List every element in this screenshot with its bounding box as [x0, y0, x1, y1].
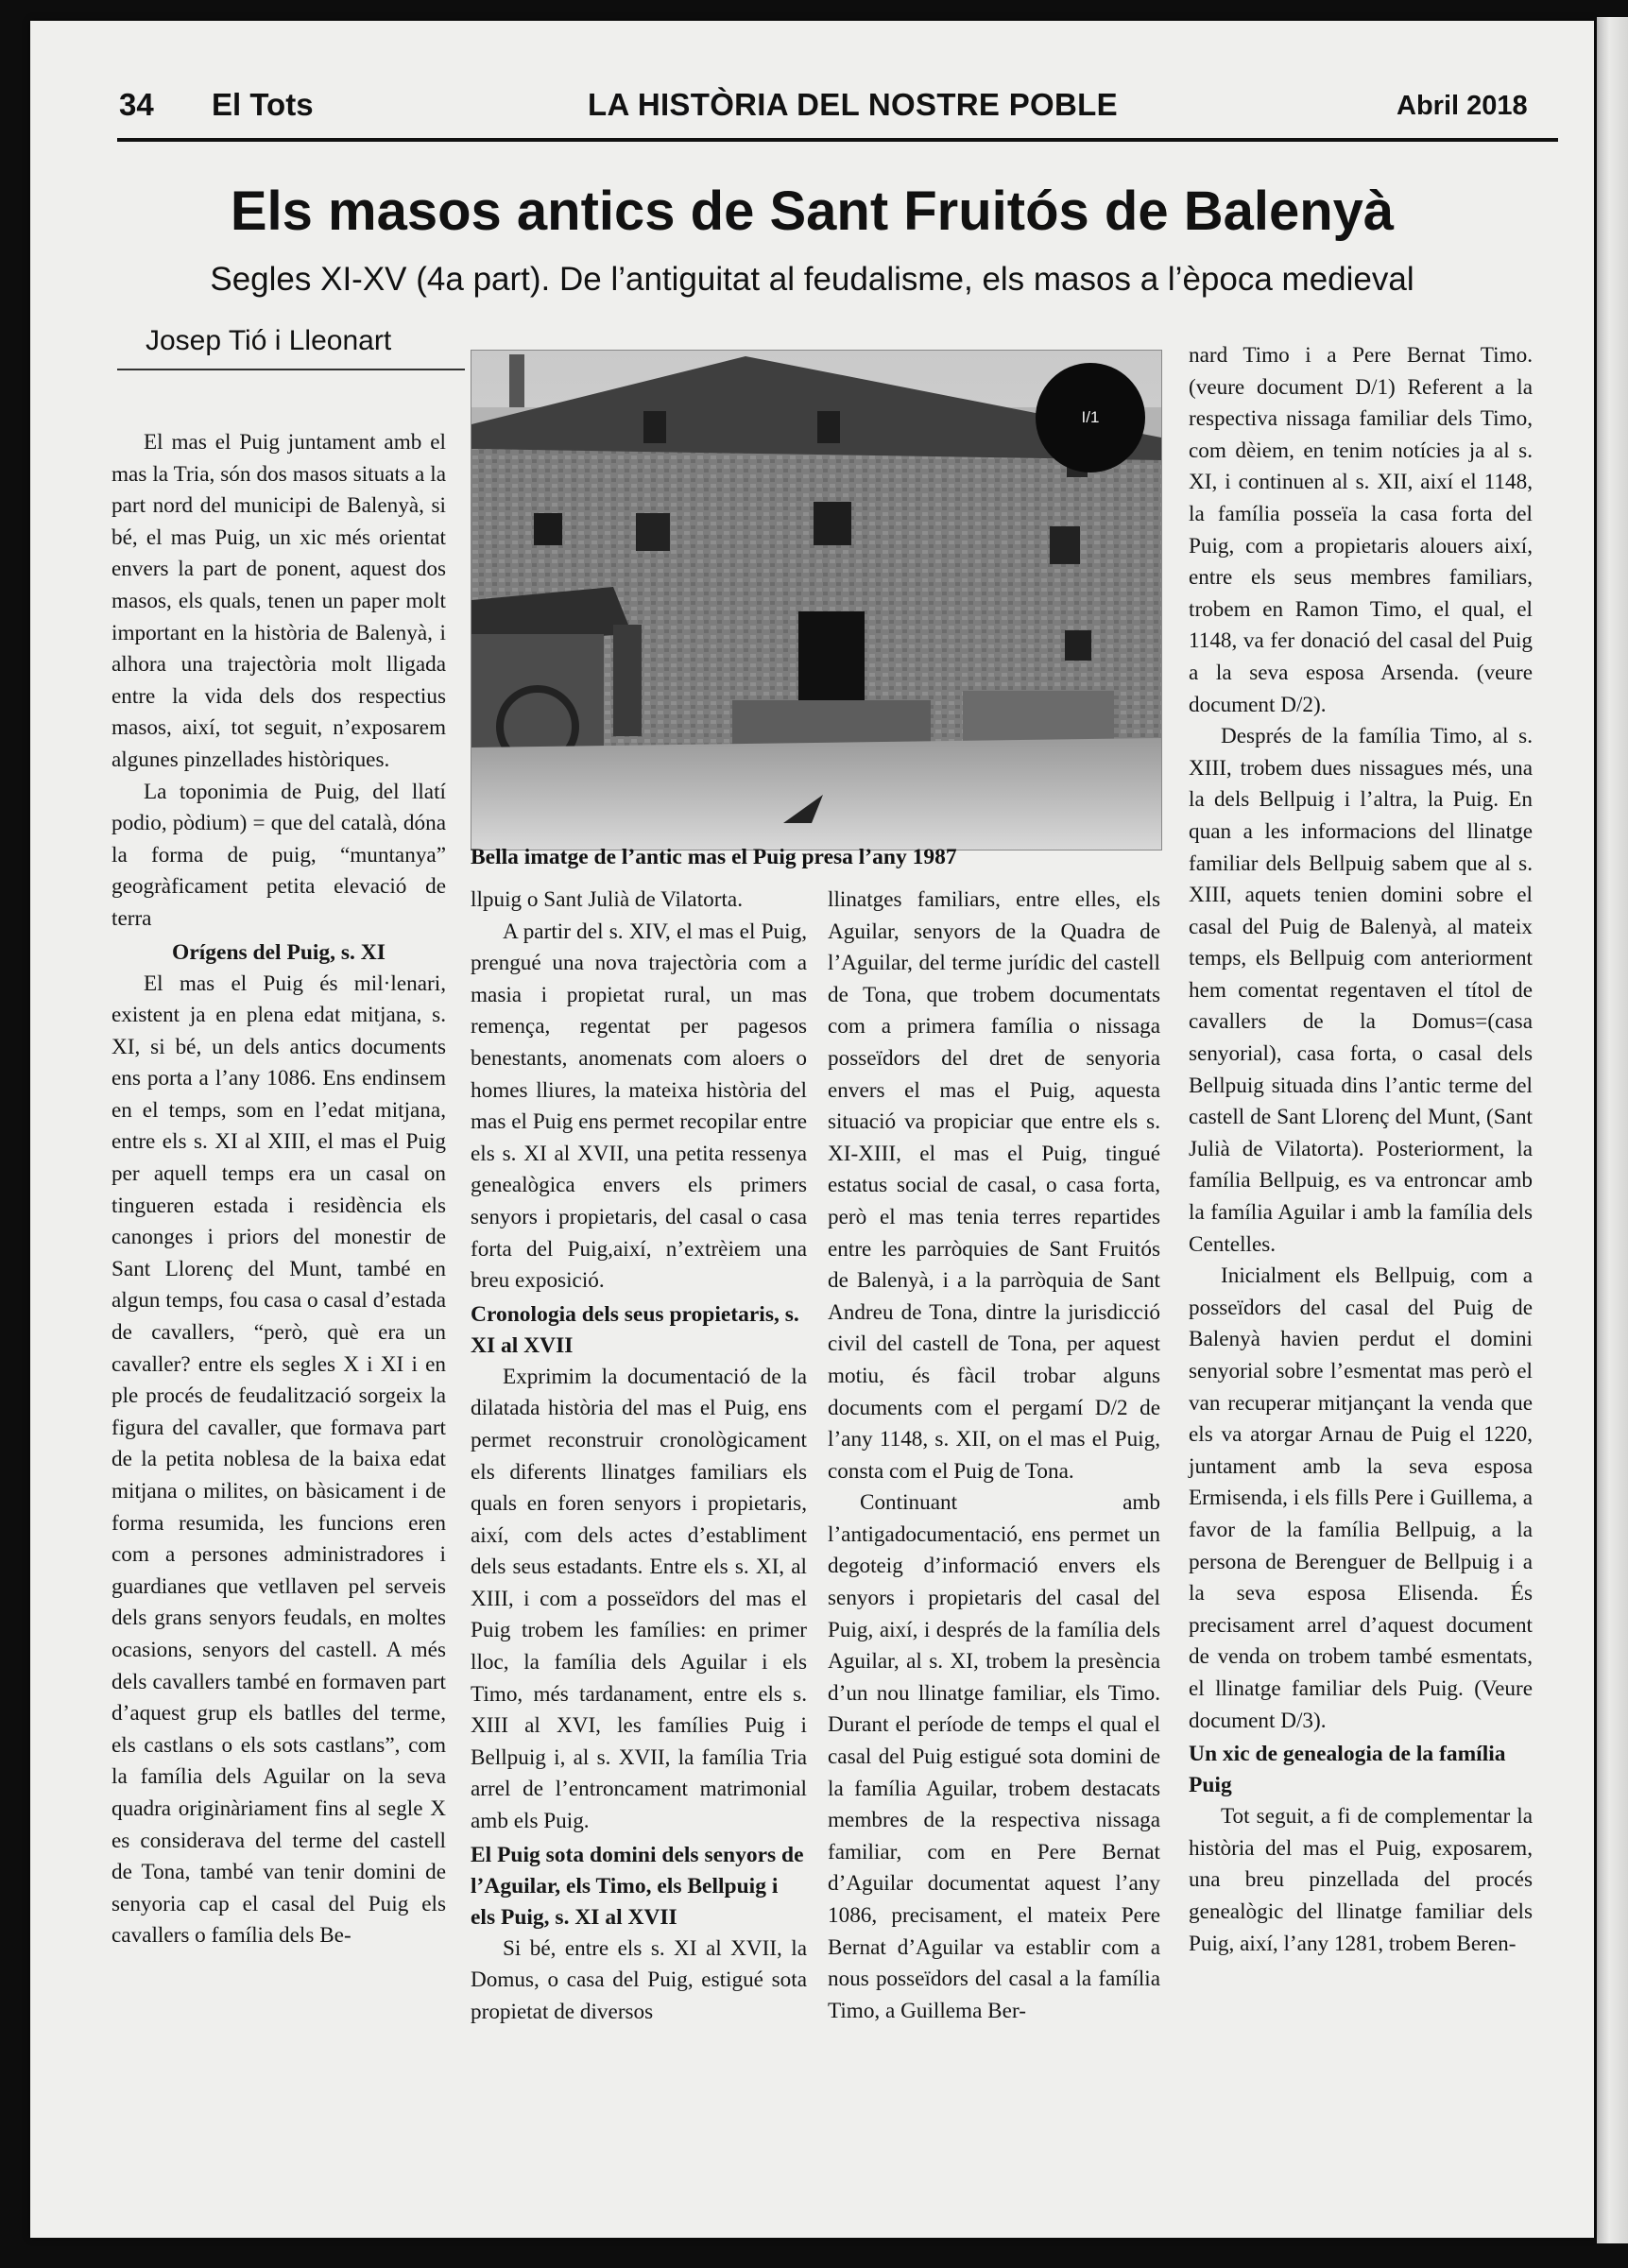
paragraph: Continuant amb l’antigadocumentació, ens permet un degoteig d’informació envers els senyors i propietaris del casal del Puig, així, i després de la família dels Aguilar, al s. XI, trobem la presència d’un nou llinatge familiar, els Timo. Durant el període de temps el qual el casal del Puig estigué sota domini de la família Aguilar, trobem destacats membres de la respectiva nissaga familiar, com en Pere Bernat d’Aguilar documentat aquest l’any 1086, precisament, el mateix Pere Bernat d’Aguilar va establir com a nous posseïdors del casal a la família Timo, a Guillema Ber-	[828, 1490, 1160, 2023]
section-heading: Cronologia dels seus propietaris, s. XI al XVII	[471, 1301, 799, 1358]
paragraph: Si bé, entre els s. XI al XVII, la Domus, o casa del Puig, estigué sota propietat de diversos	[471, 1935, 807, 2024]
paragraph: El mas el Puig juntament amb el mas la Tria, són dos masos situats a la part nord del municipi de Balenyà, si bé, el mas Puig, un xic més orientat envers la part de ponent, aquest dos masos, els quals, tenen un paper molt important en la història de Balenyà, i alhora una trajectòria molt lligada entre la vida dels dos respectius masos, així, tot seguit, n’exposarem algunes pinzellades històriques.	[111, 430, 446, 772]
paragraph: nard Timo i a Pere Bernat Timo. (veure document D/1) Referent a la respectiva nissaga familiar dels Timo, com dèiem, en tenim notícies ja al s. XI, i continuen al s. XII, així el 1148, la família posseïa la casa forta del Puig, com a propietaris alouers així, entre els seus membres familiars, trobem en Ramon Timo, el qual, el 1148, va fer donació del casal del Puig a la seva esposa Arsenda. (veure document D/2).	[1189, 343, 1533, 717]
paragraph: La toponimia de Puig, del llatí podio, pòdium) = que del català, dóna la forma de puig, “muntanya” geogràficament petita elevació de terra	[111, 779, 446, 931]
text-column-2	[471, 885, 807, 2028]
photo-caption: Bella imatge de l’antic mas el Puig presa l’any 1987	[471, 845, 957, 869]
section-heading: Orígens del Puig, s. XI	[172, 939, 386, 965]
paragraph: llinatges familiars, entre elles, els Aguilar, senyors de la Quadra de l’Aguilar, del terme jurídic del castell de Tona, que trobem documentats com a primera família o nissaga posseïdors del dret de senyoria envers el mas el Puig, aquesta situació va propiciar que entre els s. XI-XIII, el mas el Puig, tingué estatus social de casal, o casa forta, però el mas tenia terres repartides entre les parròquies de Sant Fruitós de Balenyà, i a la parròquia de Sant Andreu de Tona, dintre la jurisdicció civil del castell de Tona, per aquest motiu, és fàcil trobar alguns documents com el pergamí D/2 de l’any 1148, s. XII, on el mas el Puig, consta com el Puig de Tona.	[828, 887, 1160, 1484]
text-column-3	[828, 885, 1160, 2027]
section-title: LA HISTÒRIA DEL NOSTRE POBLE	[588, 87, 1118, 122]
paragraph: Després de la família Timo, al s. XIII, trobem dues nissagues més, una la dels Bellpuig i l’altra, la Puig. En quan a les informacions del llinatge familiar dels Bellpuig sabem que al s. XIII, aquets tenien domini sobre el casal del Puig de Balenyà, al mateix temps, els Bellpuig com anteriorment hem comentat regentaven el títol de cavallers de la Domus=(casa senyorial), casa forta, o casal dels Bellpuig situada dins l’antic terme del castell de Sant Llorenç del Munt, (Sant Julià de Vilatorta). Posteriorment, la família Bellpuig, es va entroncar amb la família Aguilar i amb la família dels Centelles.	[1189, 724, 1533, 1257]
issue-date: Abril 2018	[1397, 91, 1528, 121]
author-rule	[117, 369, 465, 370]
paragraph: El mas el Puig és mil·lenari, existent ja en plena edat mitjana, s. XI, si bé, un dels antics documents ens porta a l’any 1086. Ens endinsem en el temps, som en l’edat mitjana, entre els s. XI al XIII, el mas el Puig per aquell temps era un casal on tingueren estada i residència els canonges i priors del monestir de Sant Llorenç del Munt, també en algun temps, fou casa o casal d’estada de cavallers, “però, què era un cavaller? entre els segles X i XI i en ple procés de feudalització sorgeix la figura del cavaller, que formava part de la petita noblesa de la baixa edat mitjana o milites, on bàsicament i de forma resumida, les funcions eren com a persones administradores i guardianes que vetllaven pel serveis dels grans senyors feudals, en moltes ocasions, senyors del castell. A més dels cavallers també en formaven part d’aquest grup els batlles del terme, els castlans o els sots castlans”, com la família dels Aguilar on la seva quadra originàriament fins al segle X es considerava del terme del castell de Tona, també van tenir domini de senyoria cap el casal del Puig els cavallers o família dels Be-	[111, 971, 446, 1949]
page-number: 34	[119, 87, 154, 122]
newspaper-page	[30, 21, 1594, 2238]
image-number-badge: I/1	[1036, 363, 1145, 472]
article-title: Els masos antics de Sant Fruitós de Balenyà	[230, 180, 1395, 242]
page-spine	[1597, 17, 1628, 2243]
header-rule	[117, 138, 1558, 142]
paragraph: Exprimim la documentació de la dilatada història del mas el Puig, ens permet reconstruir cronològicament els diferents llinatges familiars els quals en foren senyors i propietaris, així, com dels actes d’establiment dels seus estadants. Entre els s. XI, al XIII, i com a posseïdors del mas el Puig trobem les famílies: en primer lloc, la família dels Aguilar i els Timo, més tardanament, entre els s. XIII al XVI, les famílies Puig i Bellpuig i, al s. XVII, la família Tria arrel de l’entroncament matrimonial amb els Puig.	[471, 1364, 807, 1834]
paragraph: A partir del s. XIV, el mas el Puig, prengué una nova trajectòria com a masia i propietat rural, un mas remença, regentat per pagesos benestants, anomenats com aloers o homes lliures, la mateixa història del mas el Puig ens permet recopilar entre els s. XI al XVII, una petita ressenya genealògica envers els primers senyors i propietaris, del casal o casa forta del Puig,així, n’extrèiem una breu exposició.	[471, 919, 807, 1294]
paragraph: Tot seguit, a fi de complementar la història del mas el Puig, exposarem, una breu pinzellada del procés genealògic del llinatge familiar dels Puig, així, l’any 1281, trobem Beren-	[1189, 1804, 1533, 1956]
text-column-1	[111, 427, 446, 1952]
paragraph: Inicialment els Bellpuig, com a posseïdors del casal del Puig de Balenyà havien perdut el domini senyorial sobre l’esmentat mas però el van recuperar mitjançant la venda que els va atorgar Arnau de Puig el 1220, juntament amb la seva esposa Ermisenda, i els fills Pere i Guillema, a favor de la família Bellpuig, a la persona de Berenguer de Bellpuig i a la seva esposa Elisenda. És precisament arrel d’aquest document de venda on trobem també esmentats, el llinatge familiar dels Puig. (Veure document D/3).	[1189, 1263, 1533, 1733]
text-column-4	[1189, 340, 1533, 1960]
section-heading: Un xic de genealogia de la família Puig	[1189, 1742, 1506, 1798]
section-heading: El Puig sota domini dels senyors de l’Aguilar, els Timo, els Bellpuig i els Puig, s. XI al XVII	[471, 1842, 804, 1930]
publication-name: El Tots	[212, 87, 314, 122]
article-subtitle: Segles XI-XV (4a part). De l’antiguitat al feudalisme, els masos a l’època medieval	[210, 261, 1414, 298]
paragraph: llpuig o Sant Julià de Vilatorta.	[471, 887, 743, 912]
article-author: Josep Tió i Lleonart	[146, 325, 392, 356]
